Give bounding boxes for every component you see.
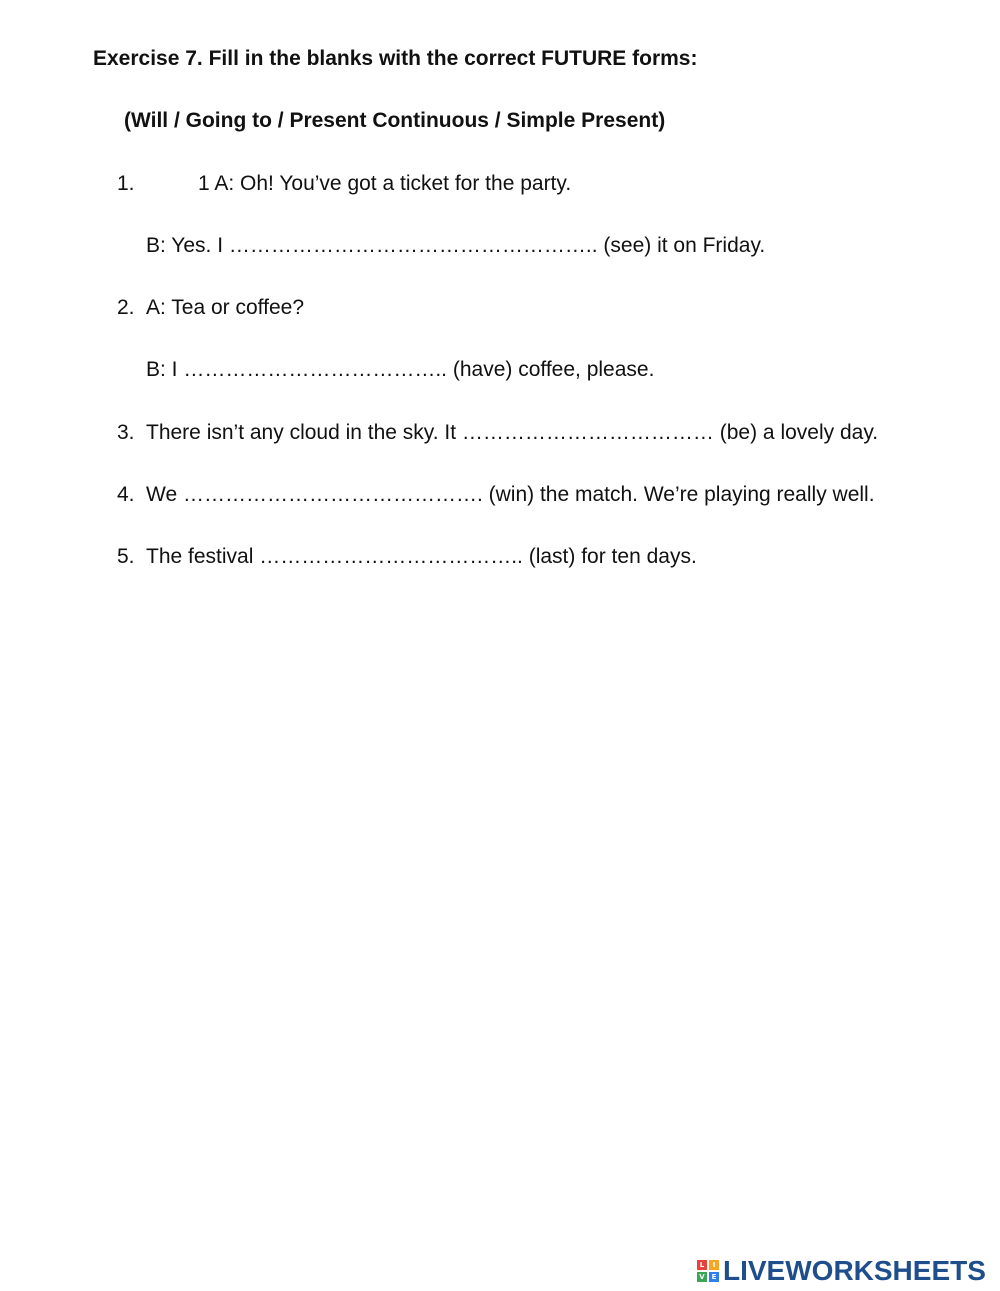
item-number: 5. xyxy=(117,545,135,568)
item-number: 3. xyxy=(117,421,135,444)
logo-block: V xyxy=(697,1272,707,1282)
item-question-line: 1 A: Oh! You’ve got a ticket for the party. xyxy=(198,172,572,195)
logo-blocks-icon xyxy=(697,1260,719,1282)
item-answer-line: B: I ……………………………….. (have) coffee, please. xyxy=(146,358,655,381)
item-number: 4. xyxy=(117,483,135,506)
logo-block: E xyxy=(709,1272,719,1282)
logo-text: LIVEWORKSHEETS xyxy=(723,1255,986,1286)
item-text: The festival ……………………………….. (last) for ten days. xyxy=(146,545,697,568)
logo-block: I xyxy=(709,1260,719,1270)
item-number: 2. xyxy=(117,296,135,319)
logo-block: L xyxy=(697,1260,707,1270)
item-text: There isn’t any cloud in the sky. It ……………………………… (be) a lovely day. xyxy=(146,421,879,444)
item-question-line: A: Tea or coffee? xyxy=(146,296,305,319)
item-text: We ……………………………………. (win) the match. We’re playing really well. xyxy=(146,483,875,506)
exercise-subtitle: (Will / Going to / Present Continuous / Simple Present) xyxy=(124,109,666,132)
item-answer-line: B: Yes. I …………………………………………….. (see) it on Friday. xyxy=(146,234,766,257)
exercise-title: Exercise 7. Fill in the blanks with the correct FUTURE forms: xyxy=(93,47,698,70)
liveworksheets-logo xyxy=(697,1256,986,1286)
item-number: 1. xyxy=(117,172,135,195)
